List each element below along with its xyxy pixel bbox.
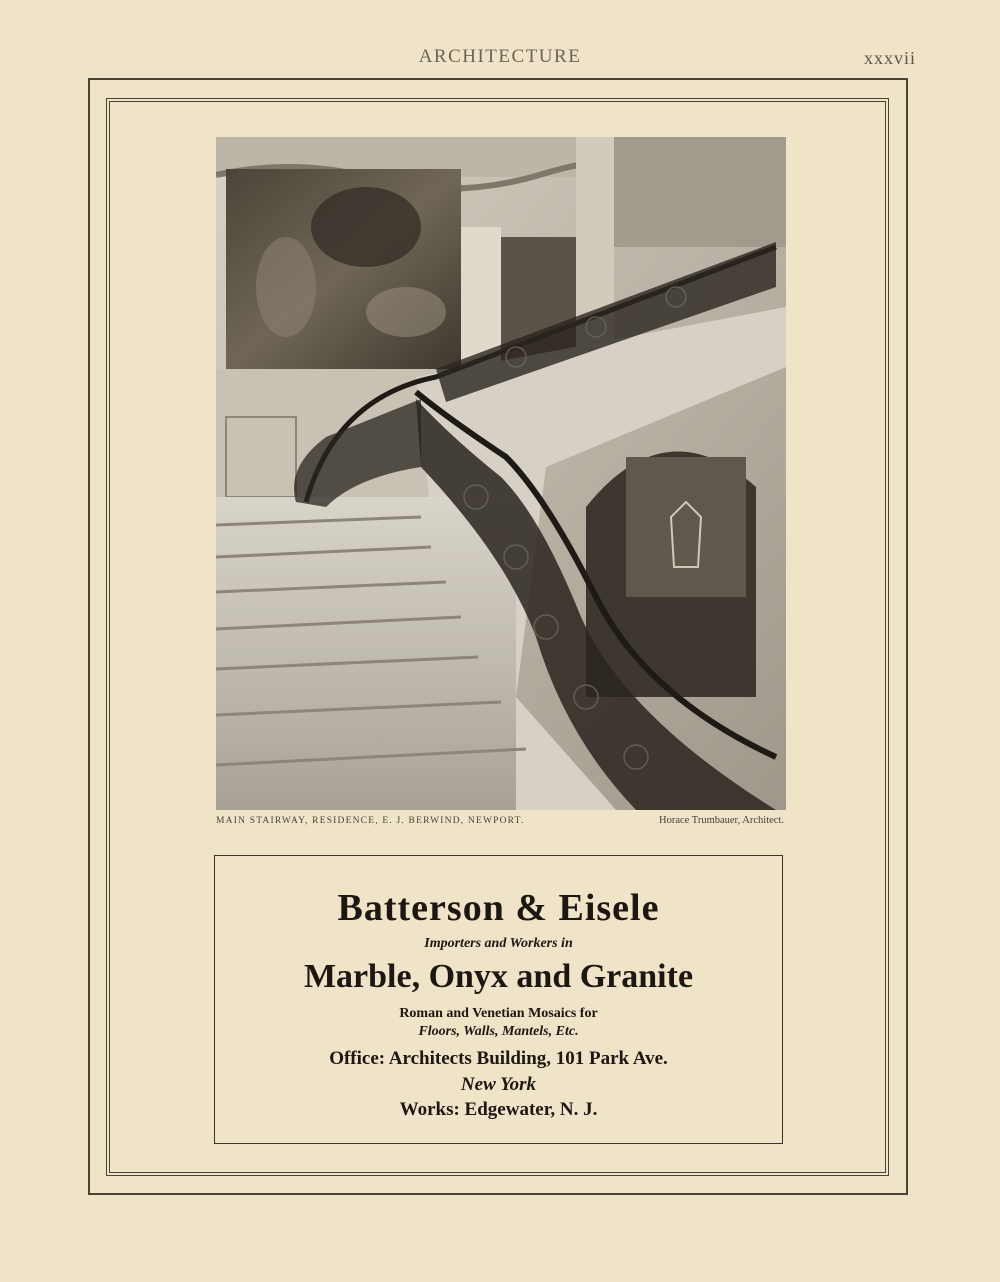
page-number: xxxvii [863,48,916,68]
company-subtitle: Importers and Workers in [424,936,573,951]
works-address: Works: Edgewater, N. J. [399,1099,598,1120]
office-city: New York [460,1074,537,1095]
stairway-photograph [216,137,786,810]
photo-caption-location: MAIN STAIRWAY, RESIDENCE, E. J. BERWIND, NEWPORT. [216,816,525,826]
office-address: Office: Architects Building, 101 Park Ave. [329,1048,668,1069]
page-header-title: ARCHITECTURE [418,46,582,67]
advertisement-box [214,855,783,1144]
company-name: Batterson & Eisele [337,887,660,929]
mosaics-line-2: Floors, Walls, Mantels, Etc. [418,1024,579,1039]
photo-caption-architect: Horace Trumbauer, Architect. [659,815,784,826]
mosaics-line-1: Roman and Venetian Mosaics for [399,1006,598,1021]
product-line: Marble, Onyx and Granite [303,958,694,995]
